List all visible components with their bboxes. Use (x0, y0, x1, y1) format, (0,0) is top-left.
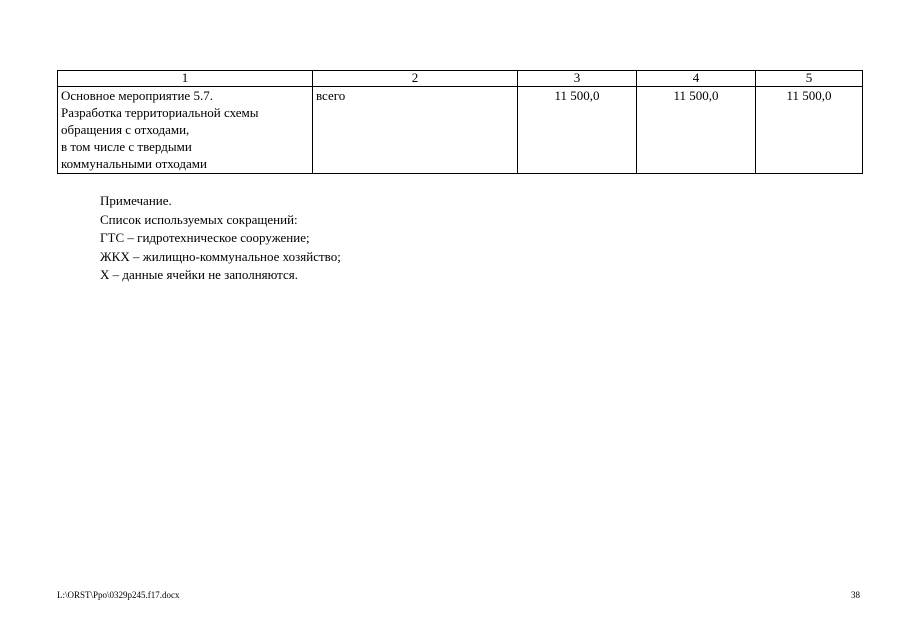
note-line: Список используемых сокращений: (100, 211, 298, 227)
footer-page-number: 38 (851, 590, 860, 600)
value-cell: 11 500,0 (637, 87, 756, 174)
column-header: 3 (518, 71, 637, 87)
column-header: 2 (313, 71, 518, 87)
value-cell: 11 500,0 (756, 87, 863, 174)
description-line: обращения с отходами, (61, 122, 190, 137)
description-line: Основное мероприятие 5.7. (61, 88, 213, 103)
note-line: Х – данные ячейки не заполняются. (100, 267, 299, 282)
notes-block (100, 192, 341, 285)
description-line: коммунальными отходами (61, 156, 207, 171)
footer-file-path: L:\ORST\Ppo\0329p245.f17.docx (57, 590, 180, 600)
funding-source-cell: всего (313, 87, 518, 174)
note-line: ЖКХ – жилищно-коммунальное хозяйство; (100, 248, 341, 264)
value-cell: 11 500,0 (518, 87, 637, 174)
column-header: 5 (756, 71, 863, 87)
note-line: ГТС – гидротехническое сооружение; (100, 230, 310, 245)
budget-table (57, 70, 863, 174)
description-line: в том числе с твердыми (61, 139, 192, 154)
table-row (58, 87, 863, 174)
table-header-row (58, 71, 863, 87)
description-line: Разработка территориальной схемы (61, 105, 259, 120)
column-header: 4 (637, 71, 756, 87)
notes-title: Примечание. (100, 193, 172, 208)
column-header: 1 (58, 71, 313, 87)
activity-description-cell (58, 87, 313, 174)
